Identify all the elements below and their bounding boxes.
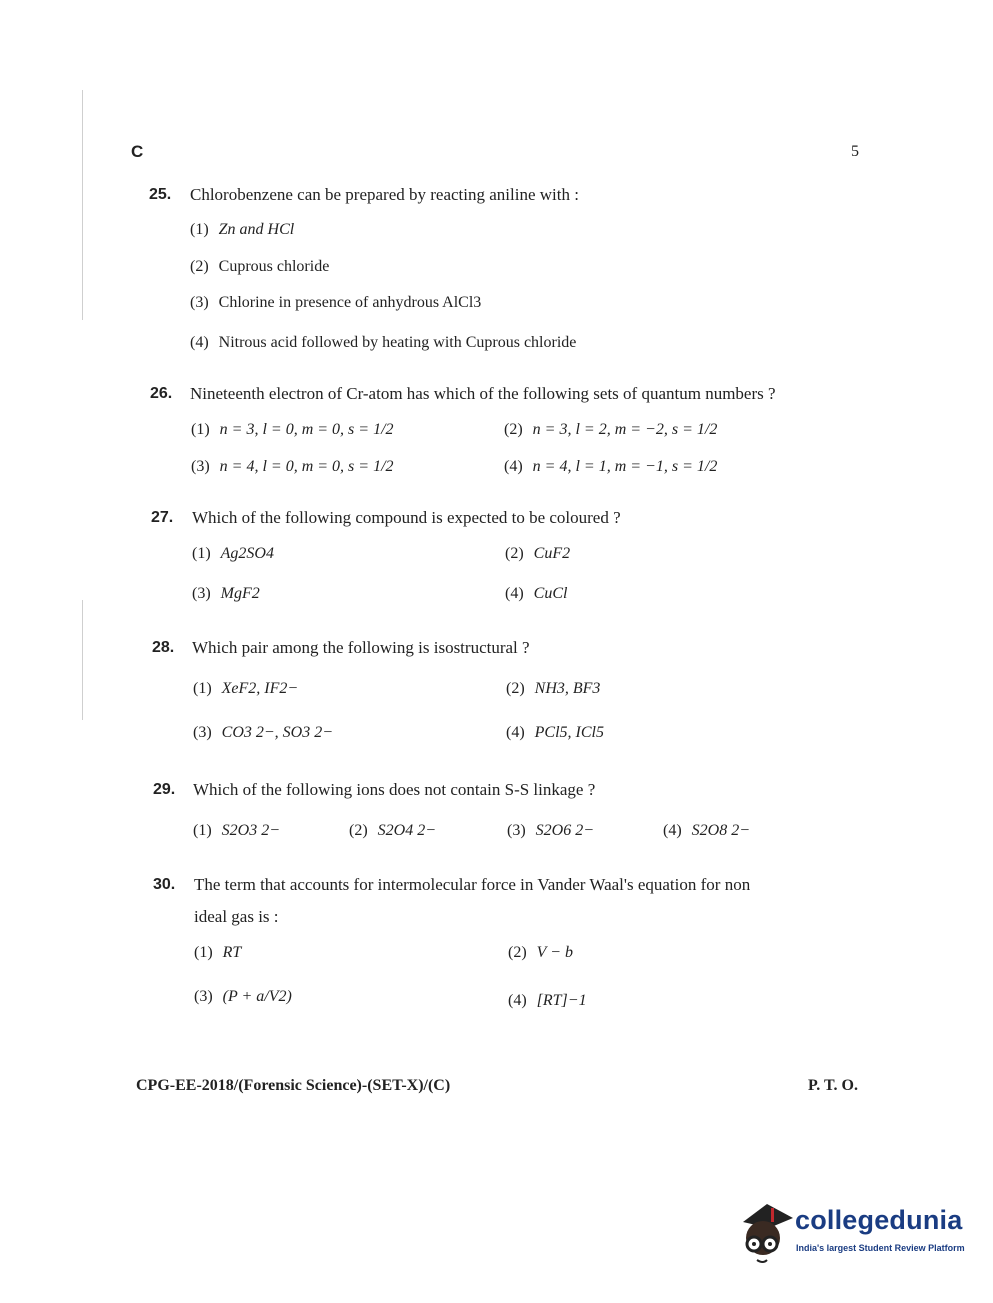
please-turn-over: P. T. O.: [808, 1077, 858, 1094]
option: [190, 221, 294, 239]
option-number: (2): [505, 545, 524, 562]
option: [506, 724, 604, 742]
option-number: (1): [194, 944, 213, 961]
option: [193, 680, 298, 698]
option-text: Zn and HCl: [218, 221, 295, 238]
option-number: (4): [505, 585, 524, 602]
option: [191, 421, 394, 439]
option-number: (4): [504, 458, 523, 475]
option-text: S2O6 2−: [535, 822, 595, 839]
option: [190, 294, 481, 312]
option-text: Ag2SO4: [220, 545, 274, 562]
option-text: V − b: [536, 944, 573, 961]
question-number: 28.: [152, 639, 175, 656]
option-text: MgF2: [220, 585, 260, 602]
option-number: (4): [506, 724, 525, 741]
option-text: (P + a/V2): [222, 988, 292, 1005]
paper-code: CPG-EE-2018/(Forensic Science)-(SET-X)/(C): [136, 1077, 451, 1094]
option: [194, 988, 292, 1006]
option-text: S2O3 2−: [221, 822, 281, 839]
option-text: CO3 2−, SO3 2−: [221, 724, 334, 741]
page-margin-line: [82, 600, 83, 720]
question-text: Chlorobenzene can be prepared by reacting aniline with :: [190, 185, 579, 204]
option-text: NH3, BF3: [534, 680, 601, 697]
page-margin-line: [82, 90, 83, 320]
option-number: (3): [193, 724, 212, 741]
option: [505, 585, 567, 603]
option-text: RT: [222, 944, 242, 961]
option: [507, 822, 594, 840]
option-text: S2O8 2−: [691, 822, 751, 839]
option-number: (1): [193, 822, 212, 839]
question-number: 30.: [153, 876, 176, 893]
question-text-continued: ideal gas is :: [194, 907, 279, 926]
option-number: (2): [508, 944, 527, 961]
question-text: Which of the following compound is expected to be coloured ?: [192, 508, 621, 527]
option-number: (3): [192, 585, 211, 602]
option-text: CuCl: [533, 585, 568, 602]
option-text: Nitrous acid followed by heating with Cuprous chloride: [218, 334, 577, 351]
option-number: (3): [191, 458, 210, 475]
option-text: PCl5, ICl5: [534, 724, 604, 741]
option-number: (2): [349, 822, 368, 839]
option: [191, 458, 394, 476]
option: [192, 545, 274, 563]
option-text: n = 3, l = 0, m = 0, s = 1/2: [219, 421, 394, 438]
option-number: (1): [192, 545, 211, 562]
option: [663, 822, 750, 840]
option: [504, 458, 717, 476]
option-number: (2): [506, 680, 525, 697]
question-text: The term that accounts for intermolecular force in Vander Waal's equation for non: [194, 875, 751, 894]
option: [192, 585, 260, 603]
question-text: Nineteenth electron of Cr-atom has which of the following sets of quantum numbers ?: [190, 384, 776, 403]
option: [506, 680, 600, 698]
question-number: 26.: [150, 385, 173, 402]
option-text: Chlorine in presence of anhydrous AlCl3: [218, 294, 482, 311]
brand-wordmark: collegedunia: [795, 1205, 963, 1235]
option: [505, 545, 570, 563]
question-text: Which pair among the following is isostructural ?: [192, 638, 530, 657]
option-number: (3): [194, 988, 213, 1005]
option-number: (3): [507, 822, 526, 839]
option: [504, 421, 717, 439]
option-number: (1): [190, 221, 209, 238]
page-number: 5: [851, 143, 859, 160]
question-number: 25.: [149, 186, 172, 203]
option: [190, 258, 329, 276]
option-number: (4): [190, 334, 209, 351]
option-text: S2O4 2−: [377, 822, 437, 839]
option: [508, 944, 573, 962]
question-number: 27.: [151, 509, 174, 526]
option-text: n = 4, l = 1, m = −1, s = 1/2: [532, 458, 718, 475]
question-text: Which of the following ions does not contain S-S linkage ?: [193, 780, 596, 799]
collegedunia-mascot-icon: [737, 1198, 797, 1266]
option-text: [RT]−1: [536, 992, 587, 1009]
question-number: 29.: [153, 781, 176, 798]
option-number: (1): [191, 421, 210, 438]
option-text: Cuprous chloride: [218, 258, 330, 275]
option-number: (4): [508, 992, 527, 1009]
option-number: (3): [190, 294, 209, 311]
option: [190, 334, 576, 352]
option-text: n = 4, l = 0, m = 0, s = 1/2: [219, 458, 394, 475]
option-number: (4): [663, 822, 682, 839]
option-text: n = 3, l = 2, m = −2, s = 1/2: [532, 421, 718, 438]
brand-tagline: India's largest Student Review Platform: [796, 1243, 965, 1253]
option: [349, 822, 436, 840]
option-text: XeF2, IF2−: [221, 680, 299, 697]
option-number: (2): [190, 258, 209, 275]
option-text: CuF2: [533, 545, 571, 562]
set-letter: C: [131, 142, 144, 161]
option: [194, 944, 241, 962]
option: [193, 724, 333, 742]
option: [508, 992, 587, 1010]
option-number: (2): [504, 421, 523, 438]
option-number: (1): [193, 680, 212, 697]
option: [193, 822, 280, 840]
